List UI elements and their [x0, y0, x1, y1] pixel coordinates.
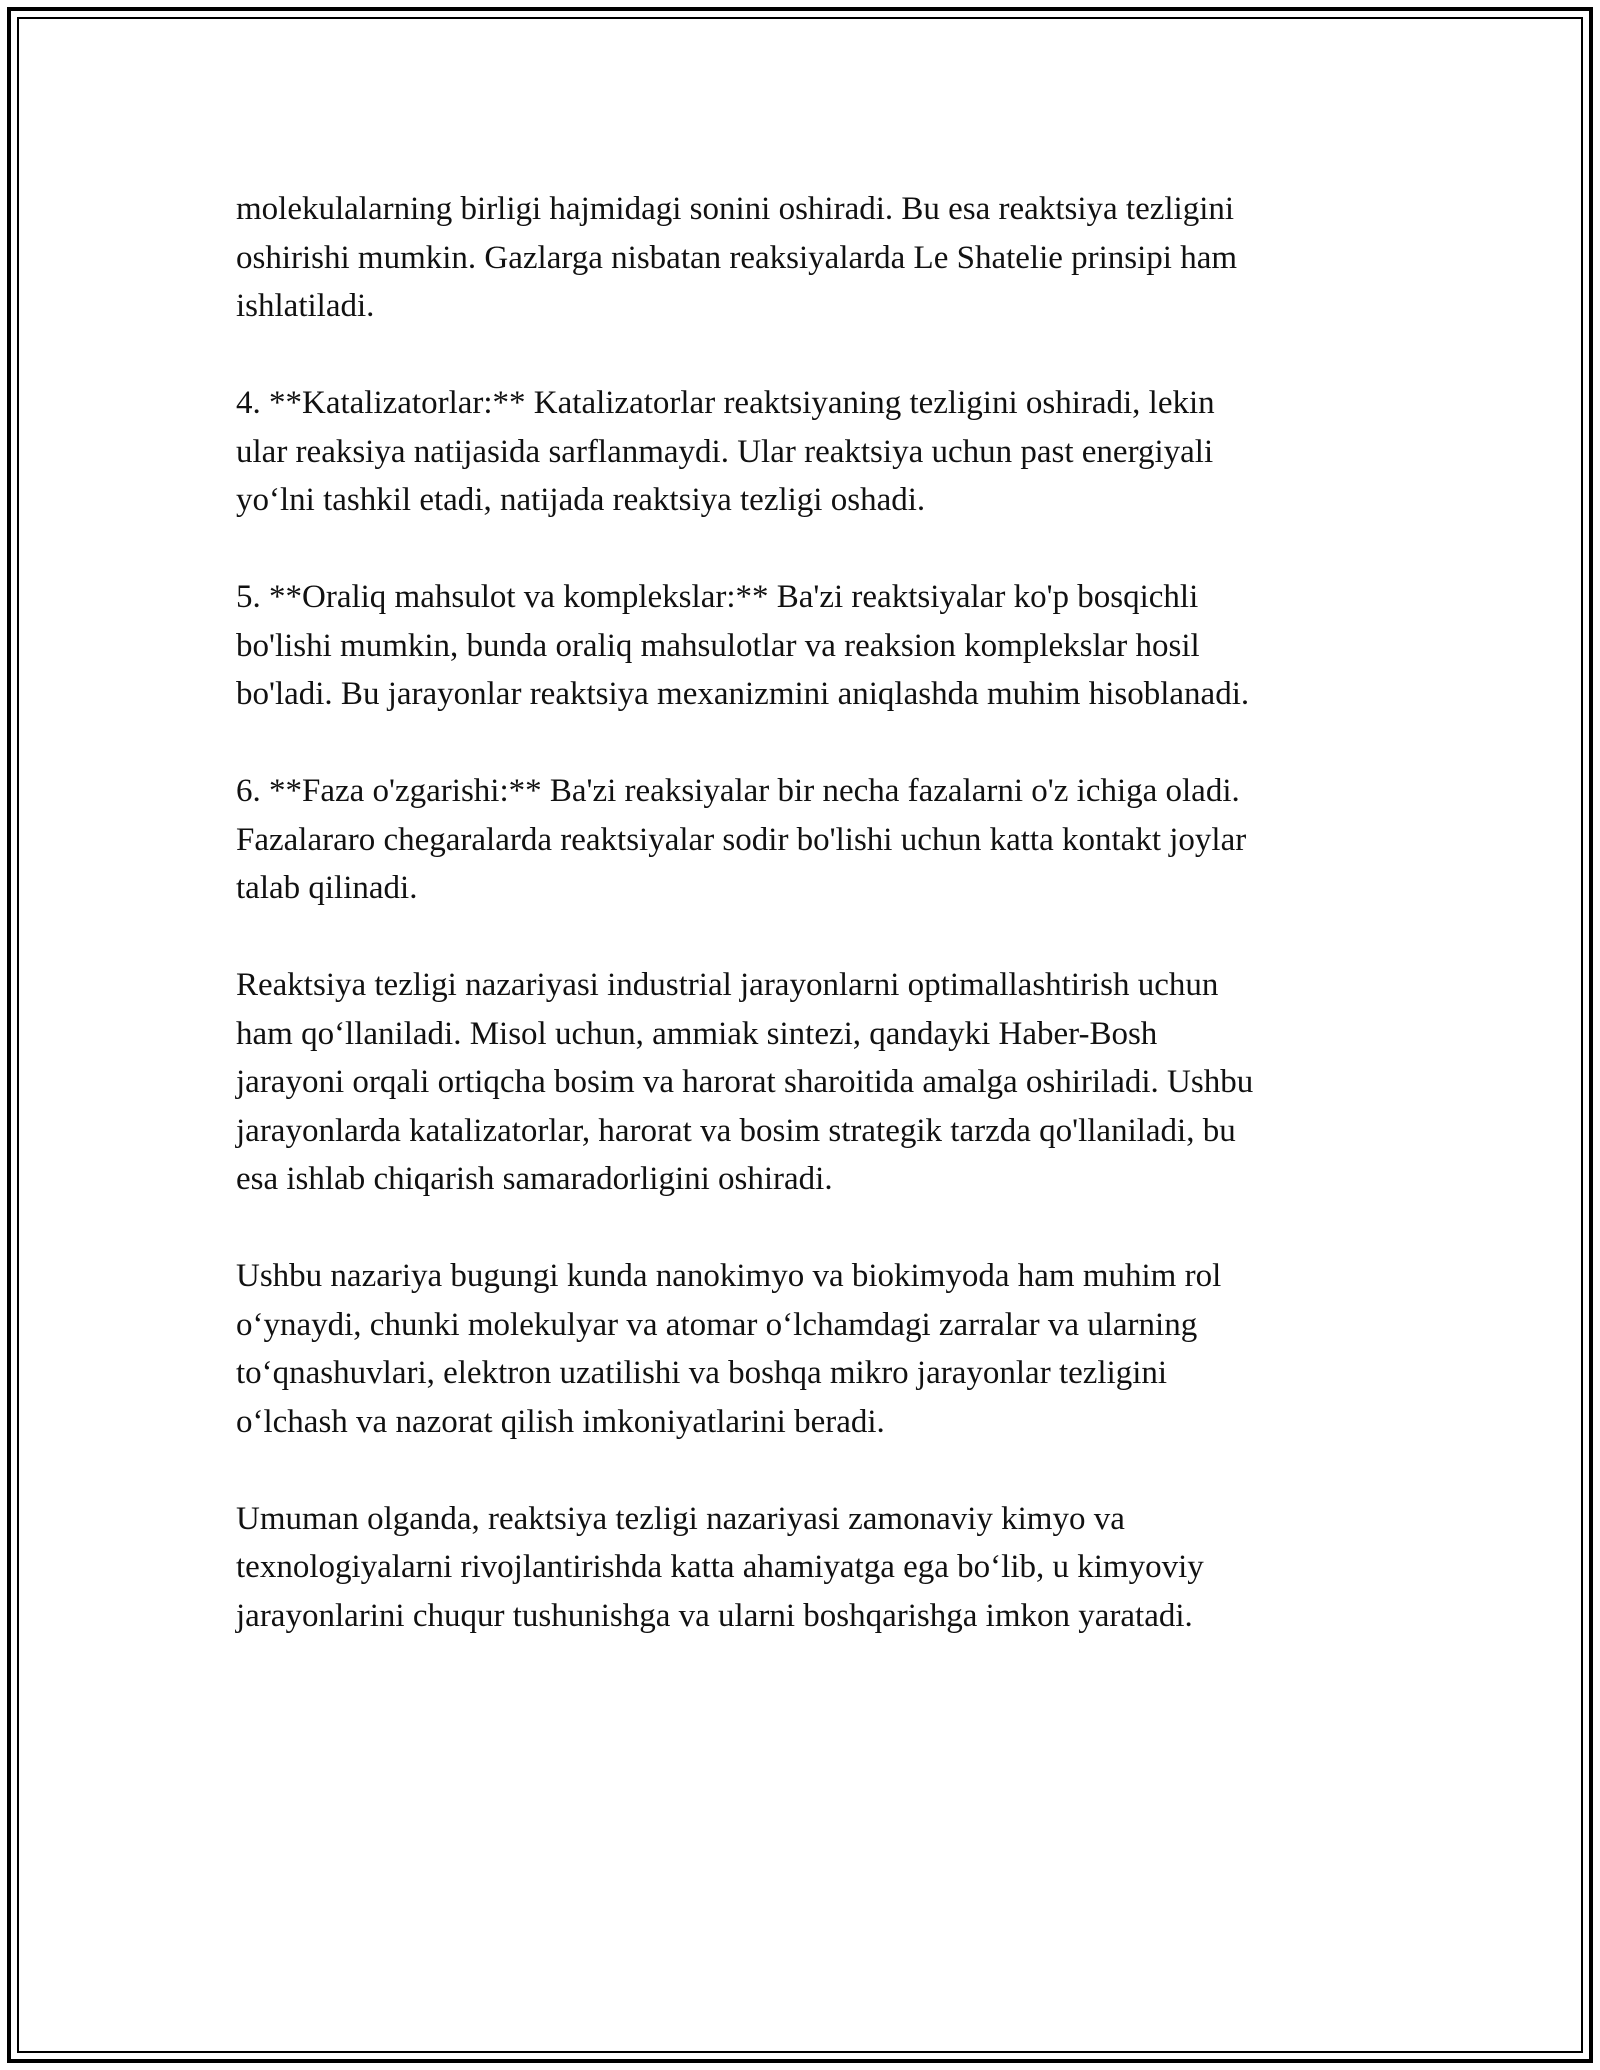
- paragraph-4: 6. **Faza o'zgarishi:** Ba'zi reaksiyalar bir necha fazalarni o'z ichiga oladi. Fazalararo chegaralarda reaktsiyalar sodir bo'lishi uchun katta kontakt joylar talab qilinadi.: [236, 773, 1247, 906]
- paragraph-2: 4. **Katalizatorlar:** Katalizatorlar reaktsiyaning tezligini oshiradi, lekin ular reaksiya natijasida sarflanmaydi. Ular reaktsiya uchun past energiyali yo‘lni tashkil etadi, natijada reaktsiya tezligi oshadi.: [236, 385, 1215, 518]
- paragraph-5: Reaktsiya tezligi nazariyasi industrial jarayonlarni optimallashtirish uchun ham qo‘llaniladi. Misol uchun, ammiak sintezi, qandayki Haber-Bosh jarayoni orqali ortiqcha bosim va harorat sharoitida amalga oshiriladi. Ushbu jarayonlarda katalizatorlar, harorat va bosim strategik tarzda qo'llaniladi, bu esa ishlab chiqarish samaradorligini oshiradi.: [236, 967, 1254, 1197]
- paragraph-6: Ushbu nazariya bugungi kunda nanokimyo va biokimyoda ham muhim rol o‘ynaydi, chunki molekulyar va atomar o‘lchamdagi zarralar va ularning to‘qnashuvlari, elektron uzatilishi va boshqa mikro jarayonlar tezligini o‘lchash va nazorat qilish imkoniyatlarini beradi.: [236, 1258, 1222, 1440]
- paragraph-1: molekulalarning birligi hajmidagi sonini oshiradi. Bu esa reaktsiya tezligini oshirishi mumkin. Gazlarga nisbatan reaksiyalarda Le Shatelie prinsipi ham ishlatiladi.: [236, 191, 1238, 324]
- paragraph-7: Umuman olganda, reaktsiya tezligi nazariyasi zamonaviy kimyo va texnologiyalarni rivojlantirishda katta ahamiyatga ega bo‘lib, u kimyoviy jarayonlarini chuqur tushunishga va ularni boshqarishga imkon yaratadi.: [236, 1500, 1204, 1634]
- paragraph-3: 5. **Oraliq mahsulot va komplekslar:** Ba'zi reaktsiyalar ko'p bosqichli bo'lishi mumkin, bunda oraliq mahsulotlar va reaksion komplekslar hosil bo'ladi. Bu jarayonlar reaktsiya mexanizmini aniqlashda muhim hisoblanadi.: [236, 579, 1250, 712]
- document-body: [236, 185, 1386, 1689]
